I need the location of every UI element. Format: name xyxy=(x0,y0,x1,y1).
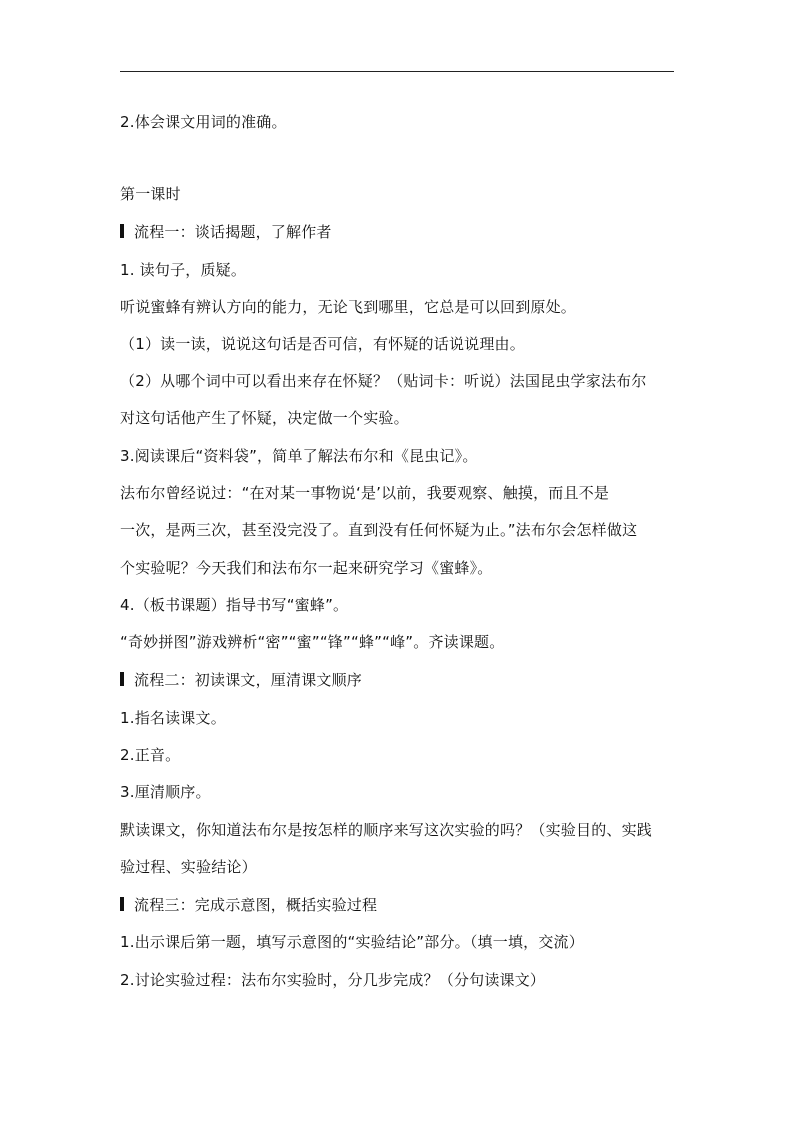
goal-2: 2.体会课文用词的准确。 xyxy=(120,113,287,131)
lesson-heading: 第一课时 xyxy=(120,185,181,203)
section-bar-icon xyxy=(120,672,124,686)
flow-1-item-3: 3.阅读课后“资料袋”，简单了解法布尔和《昆虫记》。 xyxy=(120,447,478,465)
flow-1-quote-3: 个实验呢？今天我们和法布尔一起来研究学习《蜜蜂》。 xyxy=(120,559,493,577)
flow-1-quote-2: 一次，是两三次，甚至没完没了。直到没有任何怀疑为止。”法布尔会怎样做这 xyxy=(120,521,638,539)
flow-3-item-2: 2.讨论实验过程：法布尔实验时，分几步完成？（分句读课文） xyxy=(120,971,546,989)
flow-3-heading: 流程三：完成示意图，概括实验过程 xyxy=(120,895,680,915)
flow-2-item-3: 3.厘清顺序。 xyxy=(120,783,211,801)
flow-2-heading: 流程二：初读课文，厘清课文顺序 xyxy=(120,670,680,690)
flow-2-para-1: 默读课文，你知道法布尔是按怎样的顺序来写这次实验的吗？（实验目的、实践 xyxy=(120,821,653,839)
flow-1-heading: 流程一：谈话揭题，了解作者 xyxy=(120,222,680,242)
flow-1-sub-2b: 对这句话他产生了怀疑，决定做一个实验。 xyxy=(120,409,409,427)
flow-2-para-2: 验过程、实验结论） xyxy=(120,858,257,876)
header-rule xyxy=(120,71,674,72)
section-bar-icon xyxy=(120,224,124,238)
flow-2-item-2: 2.正音。 xyxy=(120,746,181,764)
flow-1-game: “奇妙拼图”游戏辨析“密”“蜜”“锋”“蜂”“峰”。齐读课题。 xyxy=(120,633,505,651)
flow-1-sentence: 听说蜜蜂有辨认方向的能力，无论飞到哪里，它总是可以回到原处。 xyxy=(120,298,577,316)
section-bar-icon xyxy=(120,897,124,911)
flow-1-quote-1: 法布尔曾经说过：“在对某一事物说‘是’以前，我要观察、触摸，而且不是 xyxy=(120,484,610,502)
flow-2-item-1: 1.指名读课文。 xyxy=(120,709,226,727)
flow-1-item-1: 1. 读句子，质疑。 xyxy=(120,261,247,279)
flow-3-item-1: 1.出示课后第一题，填写示意图的“实验结论”部分。（填一填，交流） xyxy=(120,933,584,951)
flow-1-sub-2a: （2）从哪个词中可以看出来存在怀疑？（贴词卡：听说）法国昆虫学家法布尔 xyxy=(120,372,647,390)
flow-1-item-4: 4.（板书课题）指导书写“蜜蜂”。 xyxy=(120,596,349,614)
flow-1-sub-1: （1）读一读，说说这句话是否可信，有怀疑的话说说理由。 xyxy=(120,335,525,353)
